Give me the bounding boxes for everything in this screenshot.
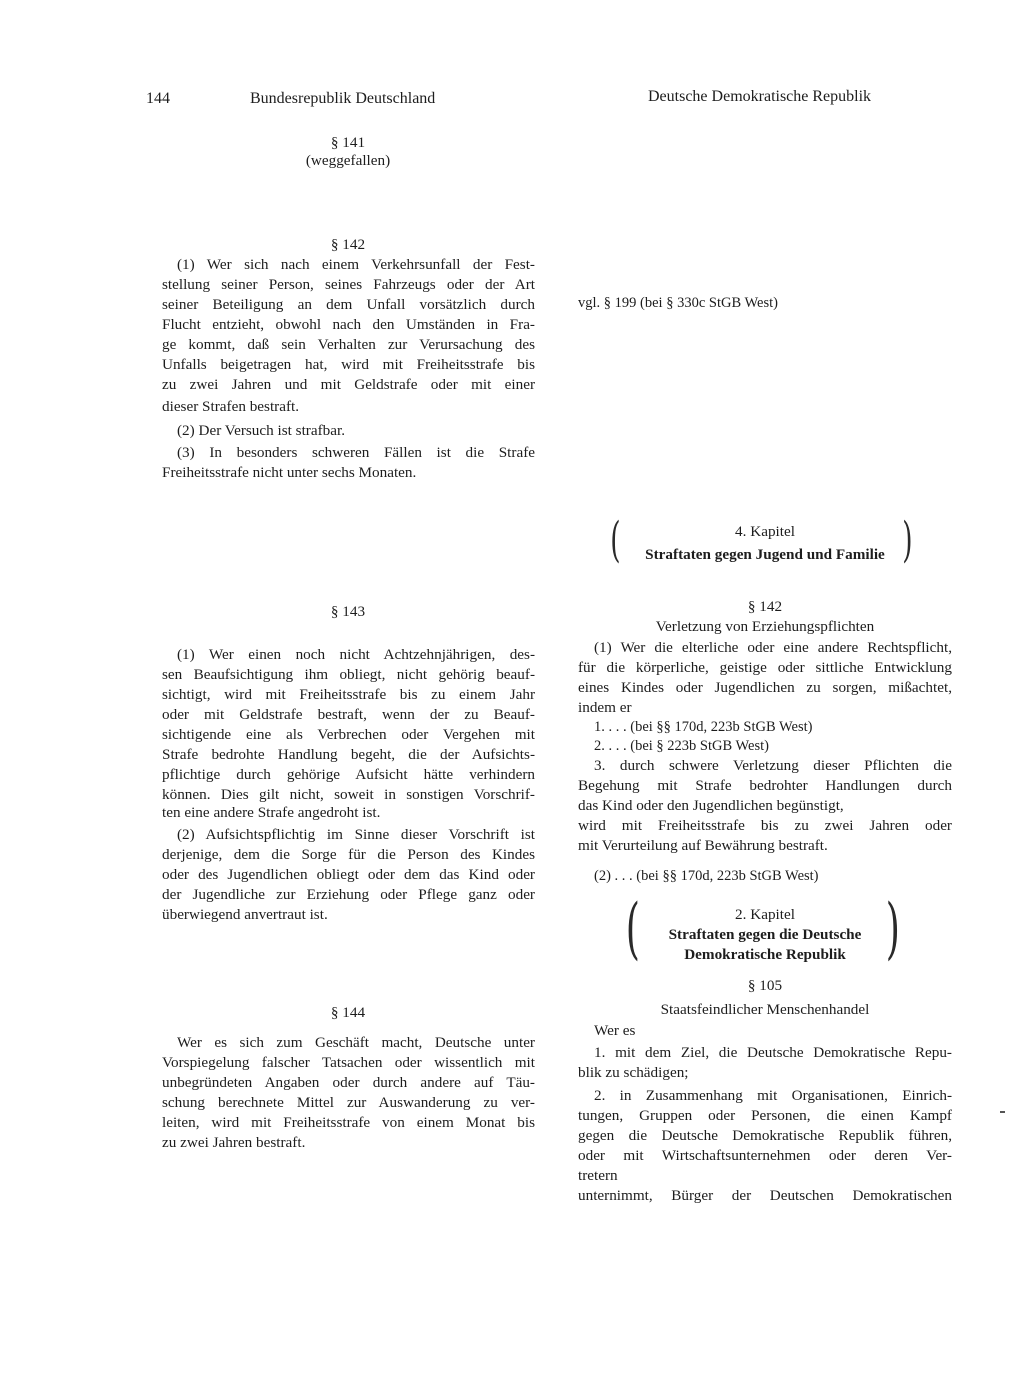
s142-p3-l1: (3) In besonders schweren Fällen ist die Strafe bbox=[177, 444, 535, 461]
ddr142-item3-l3: das Kind oder den Jugendlichen begünstigt, bbox=[578, 797, 844, 814]
section-144-heading: § 144 bbox=[330, 1004, 366, 1021]
s142-p1-l3: seiner Beteiligung an dem Unfall vorsätzlich durch bbox=[162, 296, 535, 313]
s142-p1-l5: ge kommt, daß sein Verhalten zur Verursachung des bbox=[162, 336, 535, 353]
section-141-heading: § 141 bbox=[330, 134, 366, 151]
s143-p2-l1: (2) Aufsichtspflichtig im Sinne dieser Vorschrift ist bbox=[177, 826, 535, 843]
s105-item2-l4: oder mit Wirtschaftsunternehmen oder deren Ver- bbox=[578, 1147, 952, 1164]
ddr142-tail-l2: mit Verurteilung auf Bewährung bestraft. bbox=[578, 837, 828, 854]
chapter-4-number: 4. Kapitel bbox=[735, 523, 795, 540]
section-141-note: (weggefallen) bbox=[305, 152, 391, 169]
s142-p1-l8: dieser Strafen bestraft. bbox=[162, 398, 300, 415]
s143-p2-l5: überwiegend anvertraut ist. bbox=[162, 906, 328, 923]
s142-p1-l1: (1) Wer sich nach einem Verkehrsunfall der Fest- bbox=[177, 256, 535, 273]
ddr142-item2: 2. . . . (bei § 223b StGB West) bbox=[594, 738, 769, 754]
s144-p1-l5: leiten, wird mit Freiheitsstrafe von einem Monat bis bbox=[162, 1114, 535, 1131]
section-105-subtitle: Staatsfeindlicher Menschenhandel bbox=[660, 1001, 870, 1018]
s142-p1-l4: Flucht entzieht, obwohl nach den Umständen in Fra- bbox=[162, 316, 535, 333]
s143-p2-l4: der Jugendliche zur Erziehung oder Pflege ganz oder bbox=[162, 886, 535, 903]
reference-199: vgl. § 199 (bei § 330c StGB West) bbox=[578, 295, 778, 311]
ddr142-item3-l1: 3. durch schwere Verletzung dieser Pflichten die bbox=[594, 757, 952, 774]
s144-p1-l6: zu zwei Jahren bestraft. bbox=[162, 1134, 306, 1151]
scan-mark bbox=[1000, 1111, 1005, 1113]
s143-p2-l3: oder des Jugendlichen obliegt oder dem das Kind oder bbox=[162, 866, 535, 883]
ddr-section-142-heading: § 142 bbox=[747, 598, 783, 615]
ddr142-p1-l3: eines Kindes oder Jugendlichen zu sorgen, mißachtet, bbox=[578, 679, 952, 696]
ddr142-item1: 1. . . . (bei §§ 170d, 223b StGB West) bbox=[594, 719, 813, 735]
s144-p1-l3: unbegründeten Angaben oder durch andere auf Täu- bbox=[162, 1074, 535, 1091]
chapter-2-title-l2: Demokratische Republik bbox=[684, 946, 846, 963]
s143-p1-l3: sichtigt, wird mit Freiheitsstrafe bis zu einem Jahr bbox=[162, 686, 535, 703]
s143-p1-l8: können. Dies gilt nicht, soweit in sonstigen Vorschrif- bbox=[162, 786, 535, 803]
section-143-heading: § 143 bbox=[330, 603, 366, 620]
ddr142-p2: (2) . . . (bei §§ 170d, 223b StGB West) bbox=[594, 868, 819, 884]
s144-p1-l4: schung berechnete Mittel zur Auswanderung zu ver- bbox=[162, 1094, 535, 1111]
close-bracket-tall: ) bbox=[885, 890, 900, 967]
s143-p1-l2: sen Beaufsichtigung ihm obliegt, nicht gehörig beauf- bbox=[162, 666, 535, 683]
s105-intro: Wer es bbox=[594, 1022, 636, 1039]
s105-item1-l1: 1. mit dem Ziel, die Deutsche Demokratische Repu- bbox=[594, 1044, 952, 1061]
s105-tail: unternimmt, Bürger der Deutschen Demokratischen bbox=[578, 1187, 952, 1204]
close-bracket: ) bbox=[902, 512, 913, 568]
s143-p1-l4: oder mit Geldstrafe bestraft, wenn der zu Beauf- bbox=[162, 706, 535, 723]
s144-p1-l2: Vorspiegelung falscher Tatsachen oder wissentlich mit bbox=[162, 1054, 535, 1071]
section-142-heading: § 142 bbox=[330, 236, 366, 253]
s144-p1-l1: Wer es sich zum Geschäft macht, Deutsche unter bbox=[177, 1034, 535, 1051]
s105-item2-l2: tungen, Gruppen oder Personen, die einen Kampf bbox=[578, 1107, 952, 1124]
running-head-left: Bundesrepublik Deutschland bbox=[250, 90, 436, 107]
s142-p1-l7: zu zwei Jahren und mit Geldstrafe oder mit einer bbox=[162, 376, 535, 393]
s105-item1-l2: blik zu schädigen; bbox=[578, 1064, 689, 1081]
ddr142-tail-l1: wird mit Freiheitsstrafe bis zu zwei Jahren oder bbox=[578, 817, 952, 834]
ddr142-p1-l4: indem er bbox=[578, 699, 632, 716]
chapter-2-title-l1: Straftaten gegen die Deutsche bbox=[668, 926, 862, 943]
s143-p1-l7: pflichtige durch gehörige Aufsicht hätte verhindern bbox=[162, 766, 535, 783]
ddr142-p1-l1: (1) Wer die elterliche oder eine andere Rechtspflicht, bbox=[594, 639, 952, 656]
s142-p1-l6: Unfalls beigetragen hat, wird mit Freiheitsstrafe bis bbox=[162, 356, 535, 373]
s143-p1-l1: (1) Wer einen noch nicht Achtzehnjährigen, des- bbox=[177, 646, 535, 663]
s142-p3-l2: Freiheitsstrafe nicht unter sechs Monaten. bbox=[162, 464, 417, 481]
section-105-heading: § 105 bbox=[747, 977, 783, 994]
ddr-section-142-subtitle: Verletzung von Erziehungspflichten bbox=[655, 618, 875, 635]
s105-item2-l3: gegen die Deutsche Demokratische Republik führen, bbox=[578, 1127, 952, 1144]
running-head-right: Deutsche Demokratische Republik bbox=[648, 88, 872, 105]
ddr142-item3-l2: Begehung mit Strafe bedrohter Handlungen durch bbox=[578, 777, 952, 794]
open-bracket: ( bbox=[610, 512, 621, 568]
s142-p1-l2: stellung seiner Person, seines Fahrzeugs oder der Art bbox=[162, 276, 535, 293]
s143-p1-l9: ten eine andere Strafe angedroht ist. bbox=[162, 804, 381, 821]
chapter-4-title: Straftaten gegen Jugend und Familie bbox=[645, 546, 885, 563]
page-number: 144 bbox=[146, 90, 170, 107]
s143-p2-l2: derjenige, dem die Sorge für die Person des Kindes bbox=[162, 846, 535, 863]
open-bracket-tall: ( bbox=[625, 890, 640, 967]
s143-p1-l5: sichtigende eine als Verbrechen oder Vergehen mit bbox=[162, 726, 535, 743]
ddr142-p1-l2: für die körperliche, geistige oder sittliche Entwicklung bbox=[578, 659, 952, 676]
chapter-2-number: 2. Kapitel bbox=[735, 906, 795, 923]
s143-p1-l6: Strafe bedrohte Handlung begeht, die der Aufsichts- bbox=[162, 746, 535, 763]
s142-p2: (2) Der Versuch ist strafbar. bbox=[177, 422, 345, 439]
s105-item2-l5: tretern bbox=[578, 1167, 618, 1184]
s105-item2-l1: 2. in Zusammenhang mit Organisationen, Einrich- bbox=[594, 1087, 952, 1104]
